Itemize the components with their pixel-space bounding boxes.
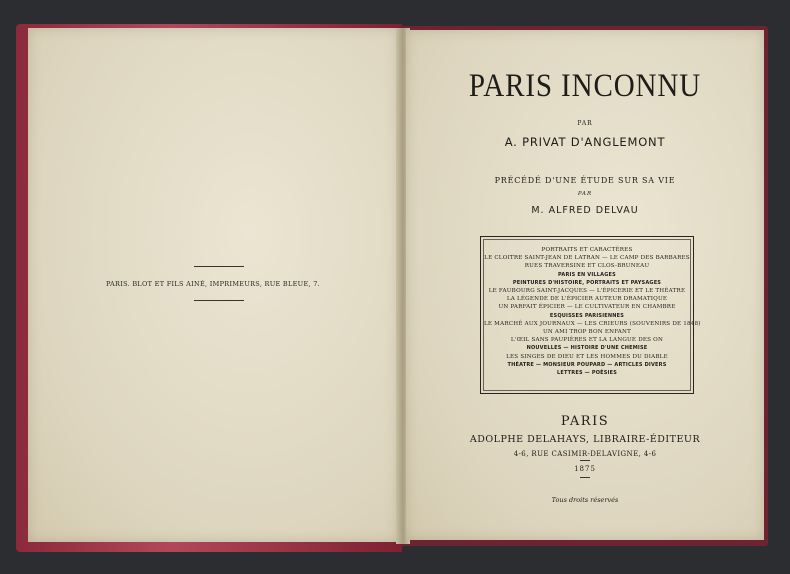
- contents-line: LE MARCHÉ AUX JOURNAUX — LES CRIEURS (SOUVENIRS DE 1848): [484, 320, 701, 327]
- publication-year: 1875: [574, 465, 596, 473]
- contents-line: LE CLOITRE SAINT-JEAN DE LATRAN — LE CAMP DES BARBARES: [484, 255, 690, 262]
- by-label-2: PAR: [577, 191, 593, 197]
- contents-line: LA LÉGENDE DE L'ÉPICIER AUTEUR DRAMATIQUE: [506, 296, 668, 303]
- contents-line: ESQUISSES PARISIENNES: [549, 312, 625, 319]
- contents-line: LETTRES — POÉSIES: [556, 370, 618, 377]
- printer-imprint: PARIS. BLOT ET FILS AINÉ, IMPRIMEURS, RUE BLEUE, 7.: [105, 280, 321, 288]
- imprint-rule-bottom: [194, 300, 244, 301]
- left-page: [28, 28, 398, 542]
- contents-line: UN PARFAIT ÉPICIER — LE CULTIVATEUR EN CHAMBRE: [498, 304, 676, 311]
- title-page: [406, 30, 764, 540]
- contents-line: THÉATRE — MONSIEUR POUPARD — ARTICLES DIVERS: [507, 361, 667, 368]
- imprint-rule-top: [194, 266, 244, 267]
- preceded-by-line: PRÉCÉDÉ D'UNE ÉTUDE SUR SA VIE: [494, 176, 676, 185]
- publication-place: PARIS: [560, 414, 610, 429]
- publisher-address: 4-6, RUE CASIMIR-DELAVIGNE, 4-6: [513, 450, 657, 458]
- contents-line: PEINTURES D'HISTOIRE, PORTRAITS ET PAYSAGES: [512, 279, 662, 286]
- contents-line: NOUVELLES — HISTOIRE D'UNE CHEMISE: [526, 345, 648, 352]
- contents-line: UN AMI TROP BON ENFANT: [542, 329, 632, 336]
- contents-line: PORTRAITS ET CARACTÈRES: [541, 247, 633, 253]
- contents-line: PARIS EN VILLAGES: [558, 271, 616, 278]
- contents-line: L'ŒIL SANS PAUPIÈRES ET LA LANGUE DES ON: [510, 337, 664, 344]
- study-author: M. ALFRED DELVAU: [531, 205, 639, 216]
- rights-notice: Tous droits réservés: [551, 496, 619, 504]
- year-rule-top: [580, 460, 590, 461]
- open-book: [16, 20, 768, 552]
- contents-box: [480, 236, 701, 394]
- book-title: PARIS INCONNU: [468, 68, 702, 104]
- contents-line: RUES TRAVERSINE ET CLOS-BRUNEAU: [524, 263, 650, 270]
- year-rule-bottom: [580, 477, 590, 478]
- author-name: A. PRIVAT D'ANGLEMONT: [504, 135, 666, 149]
- contents-line: LE FAUBOURG SAINT-JACQUES — L'ÉPICERIE ET LE THÉATRE: [488, 288, 686, 295]
- publisher: ADOLPHE DELAHAYS, LIBRAIRE-ÉDITEUR: [469, 434, 701, 445]
- contents-line: LES SINGES DE DIEU ET LES HOMMES DU DIABLE: [506, 353, 668, 360]
- by-label: PAR: [577, 120, 593, 127]
- contents-list: [483, 239, 701, 391]
